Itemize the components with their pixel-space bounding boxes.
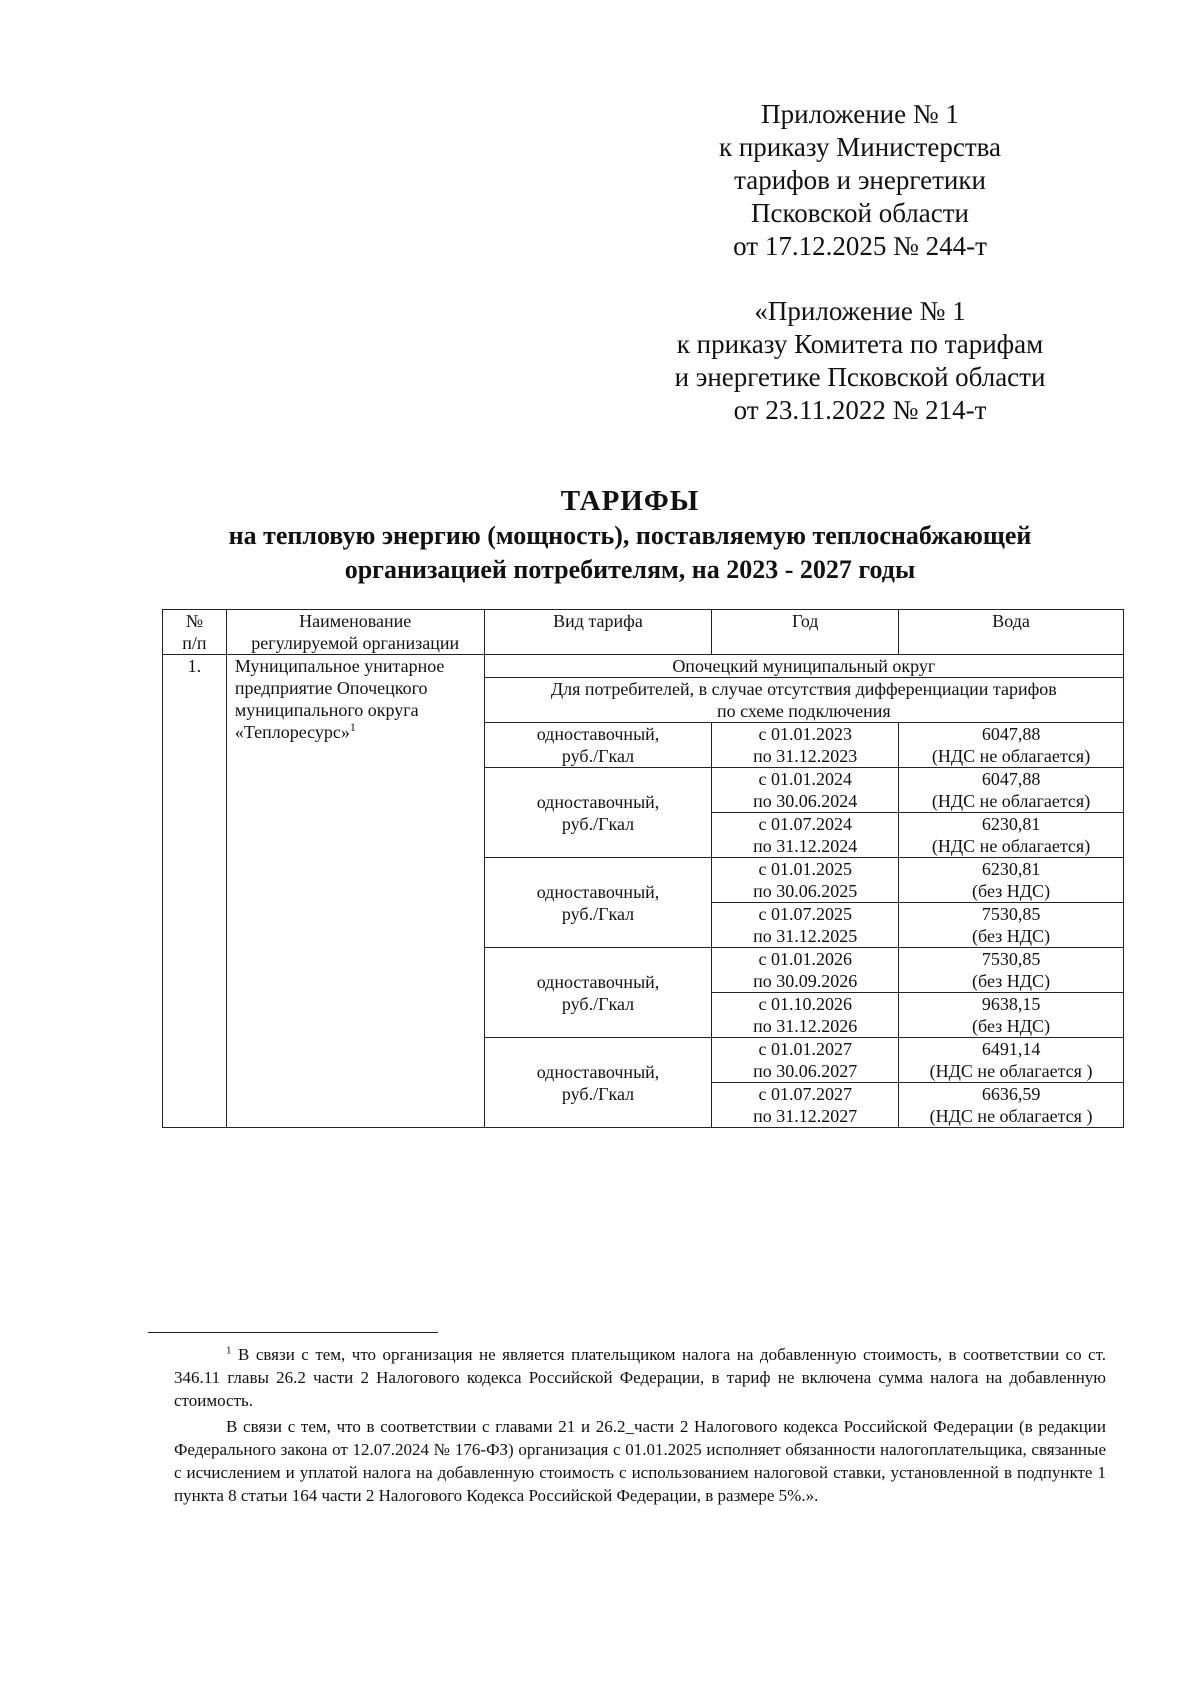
value-cell: 6047,88 (НДС не облагается): [899, 723, 1124, 768]
tariff-table: [162, 609, 1124, 1128]
table-header-row: [163, 610, 1124, 655]
period-cell: с 01.07.2024 по 31.12.2024: [712, 813, 899, 858]
footnote-divider: [148, 1332, 438, 1333]
tariff-type-cell: одноставочный, руб./Гкал: [484, 768, 712, 858]
header-line: Приложение № 1: [761, 99, 959, 129]
footnote-paragraph: В связи с тем, что в соответствии с главами 21 и 26.2_части 2 Налогового кодекса Российской Федерации (в редакции Федерального закона от 12.07.2024 № 176-ФЗ) организация с 01.01.2025 исполняет обязанности налогоплательщика, связанные с исчислением и уплатой налога на добавленную стоимость с использованием налоговой ставки, установленной в подпункте 1 пункта 8 статьи 164 части 2 Налогового Кодекса Российской Федерации, в размере 5%.».: [174, 1417, 1106, 1505]
value-cell: 7530,85 (без НДС): [899, 903, 1124, 948]
consumers-cell: Для потребителей, в случае отсутствия дифференциации тарифов по схеме подключения: [484, 678, 1123, 723]
tariff-type-cell: одноставочный, руб./Гкал: [484, 948, 712, 1038]
period-cell: с 01.01.2026 по 30.09.2026: [712, 948, 899, 993]
header-num: № п/п: [163, 610, 227, 655]
header-line: к приказу Комитета по тарифам: [676, 329, 1044, 359]
period-cell: с 01.01.2025 по 30.06.2025: [712, 858, 899, 903]
period-cell: с 01.10.2026 по 31.12.2026: [712, 993, 899, 1038]
header-water: Вода: [899, 610, 1124, 655]
header-tariff-type: Вид тарифа: [484, 610, 712, 655]
header-line: к приказу Министерства: [718, 132, 1002, 162]
header-org-name: Наименование регулируемой организации: [226, 610, 484, 655]
header-line: тарифов и энергетики: [734, 165, 986, 195]
header-line: «Приложение № 1: [754, 296, 966, 326]
value-cell: 6636,59 (НДС не облагается ): [899, 1083, 1124, 1128]
tariff-type-cell: одноставочный, руб./Гкал: [484, 1038, 712, 1128]
title-sub-line: на тепловую энергию (мощность), поставляемую теплоснабжающей: [228, 521, 1032, 550]
period-cell: с 01.01.2027 по 30.06.2027: [712, 1038, 899, 1083]
period-cell: с 01.07.2027 по 31.12.2027: [712, 1083, 899, 1128]
value-cell: 7530,85 (без НДС): [899, 948, 1124, 993]
period-cell: с 01.01.2023 по 31.12.2023: [712, 723, 899, 768]
document-title: [130, 483, 1130, 587]
title-sub-line: организацией потребителям, на 2023 - 2027 годы: [344, 555, 916, 584]
order-header: [600, 98, 1120, 263]
value-cell: 6230,81 (НДС не облагается): [899, 813, 1124, 858]
table-row: [163, 655, 1124, 678]
previous-order-header: [600, 295, 1120, 427]
footnote-mark: 1: [349, 720, 356, 734]
title-main: ТАРИФЫ: [560, 485, 700, 517]
tariff-type-cell: одноставочный, руб./Гкал: [484, 723, 712, 768]
header-line: от 17.12.2025 № 244-т: [733, 231, 987, 261]
header-line: от 23.11.2022 № 214-т: [733, 395, 987, 425]
row-number: 1.: [163, 655, 227, 1128]
period-cell: с 01.01.2024 по 30.06.2024: [712, 768, 899, 813]
footnote-paragraph: $^1$ В связи с тем, что организация не является плательщиком налога на добавленную стоимость, в соответствии со ст. 346.11 главы 26.2 части 2 Налогового кодекса Российской Федерации, в тариф не включена сумма налога на добавленную стоимость.: [174, 1344, 1107, 1410]
value-cell: 9638,15 (без НДС): [899, 993, 1124, 1038]
value-cell: 6230,81 (без НДС): [899, 858, 1124, 903]
district-cell: Опочецкий муниципальный округ: [484, 655, 1123, 678]
footnote-mark: 1: [226, 1344, 232, 1357]
header-line: Псковской области: [750, 198, 969, 228]
value-cell: 6047,88 (НДС не облагается): [899, 768, 1124, 813]
header-line: и энергетике Псковской области: [674, 362, 1046, 392]
period-cell: с 01.07.2025 по 31.12.2025: [712, 903, 899, 948]
tariff-type-cell: одноставочный, руб./Гкал: [484, 858, 712, 948]
value-cell: 6491,14 (НДС не облагается ): [899, 1038, 1124, 1083]
footnotes: [174, 1343, 1106, 1510]
header-year: Год: [712, 610, 899, 655]
org-name-cell: Муниципальное унитарное предприятие Опочецкого муниципального округа «Теплоресурс»$^1$: [226, 655, 484, 1128]
